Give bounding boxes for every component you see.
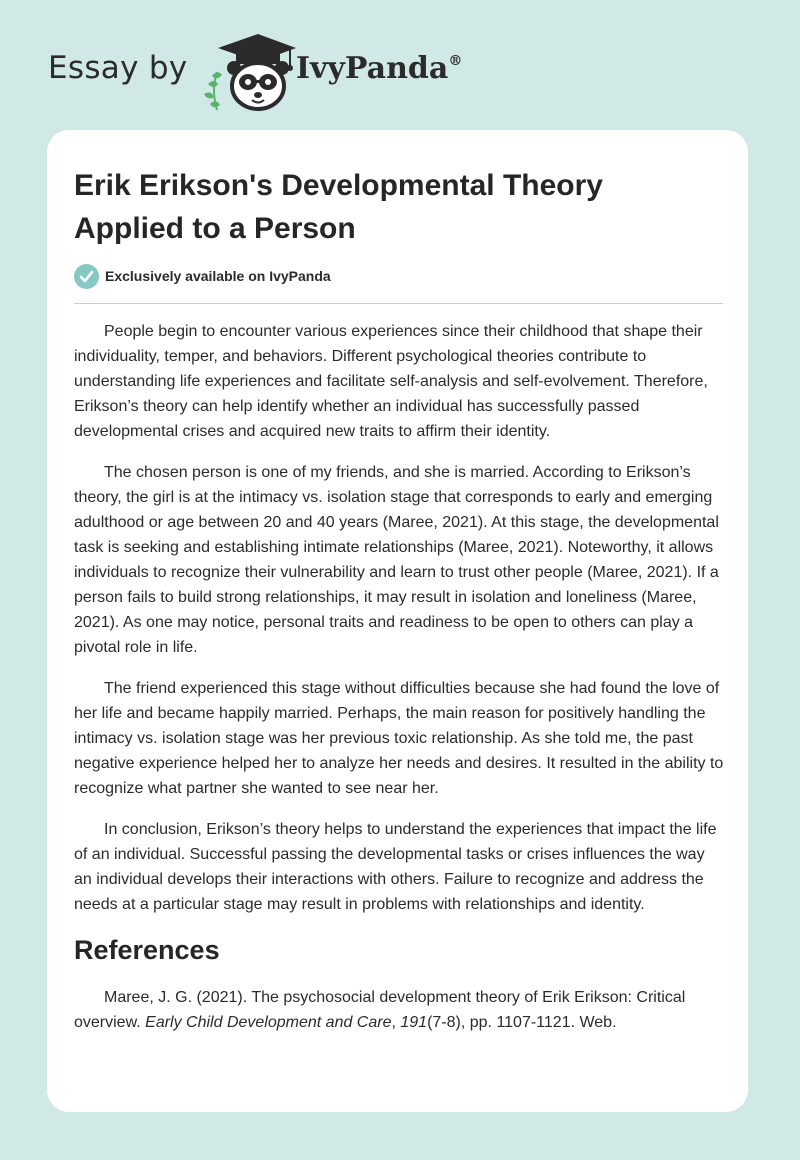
references-heading: References — [74, 935, 220, 965]
panda-logo-icon[interactable] — [200, 32, 296, 112]
site-header — [48, 32, 508, 112]
registered-mark: ® — [448, 53, 463, 69]
page-title: Erik Erikson's Developmental Theory Applied to a Person — [74, 169, 603, 245]
paragraph-3: The friend experienced this stage without difficulties because she had found the love of her life and became happily married. Perhaps, the main reason for positively handling the intimacy vs. isolation stage was her previous toxic relationship. As she told me, the past negative experience helped her to analyze her needs and desires. It resulted in the ability to recognize what partner she wanted to see near her. — [74, 680, 724, 797]
reference-item — [74, 985, 726, 1035]
reference-separator: , — [391, 1014, 401, 1031]
divider — [74, 303, 723, 304]
reference-journal: Early Child Development and Care — [145, 1014, 392, 1031]
essay-body — [74, 319, 726, 1035]
brand-name[interactable] — [296, 51, 462, 86]
paragraph-4: In conclusion, Erikson’s theory helps to understand the experiences that impact the life of an individual. Successful passing the developmental tasks or crises influences the way an individual develops their interactions with others. Failure to recognize and address the needs at a particular stage may result in problems with relationships and identity. — [74, 821, 717, 913]
essay-card — [47, 130, 748, 1112]
exclusive-badge — [74, 263, 331, 289]
essay-by-label: Essay by — [48, 50, 188, 86]
paragraph-2: The chosen person is one of my friends, and she is married. According to Erikson’s theory, the girl is at the intimacy vs. isolation stage that corresponds to early and emerging adulthood or age between 20 and 40 years (Maree, 2021). At this stage, the developmental task is seeking and establishing intimate relationships (Maree, 2021). Noteworthy, it allows individuals to recognize their vulnerability and learn to trust other people (Maree, 2021). If a person fails to build strong relationships, it may result in isolation and loneliness (Maree, 2021). As one may notice, personal traits and readiness to be open to others can play a pivotal role in life. — [74, 464, 719, 656]
checkmark-icon — [74, 264, 99, 289]
brand-label: IvyPanda — [296, 51, 449, 86]
reference-authors-title: Maree, J. G. (2021). The psychosocial development theory of Erik Erikson: Critical overview. — [74, 989, 686, 1031]
reference-pages: (7-8), pp. 1107-1121. Web. — [427, 1014, 617, 1031]
badge-label: Exclusively available on IvyPanda — [105, 268, 331, 284]
paragraph-1: People begin to encounter various experiences since their childhood that shape their individuality, temper, and behaviors. Different psychological theories contribute to understanding life experiences and facilitate self-analysis and self-evolvement. Therefore, Erikson’s theory can help identify whether an individual has successfully passed developmental crises and acquired new traits to affirm their identity. — [74, 323, 708, 440]
reference-volume: 191 — [400, 1014, 428, 1031]
